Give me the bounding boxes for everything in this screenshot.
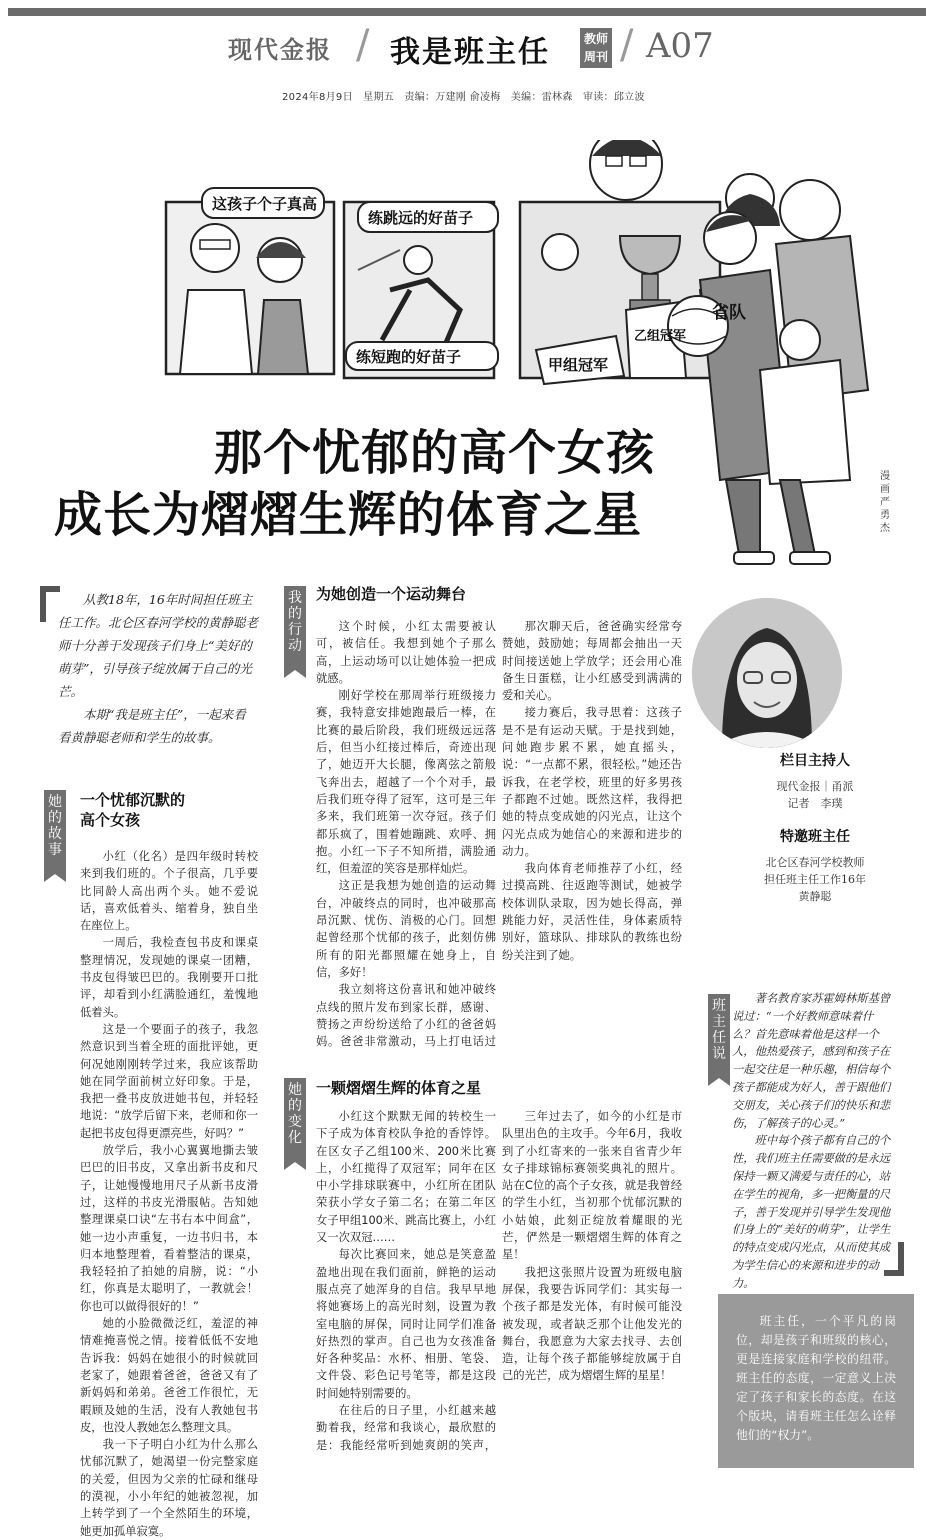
body-paragraph: 我立刻将这份喜讯和她冲破终点线的照片发布到家长群，感谢、赞扬之声纷纷送给了小红的爸爸妈妈。爸爸非常激动，马上打电话过 <box>316 983 496 1049</box>
edition-meta: 2024年8月9日 星期五 责编：万建刚 俞凌梅 美编：雷林森 审读：邱立波 <box>282 92 645 103</box>
newspaper-brand: 现代金报 <box>228 36 332 64</box>
headline-line-2: 成长为熠熠生辉的体育之星 <box>54 487 643 543</box>
tag-story: 她的故事 <box>44 790 66 874</box>
host-org: 现代金报｜甬派 <box>776 780 854 793</box>
body-paragraph: 我向体育老师推荐了小红，经过摸高跳、往返跑等测试，她被学校体训队录取，因为她长得高，弹跳能力好，灵活性佳，身体素质特别好，篮球队、排球队的教练也纷纷关注到了她。 <box>502 862 682 962</box>
guest-name: 黄静聪 <box>798 890 832 903</box>
portrait-illustration <box>692 598 842 748</box>
body-paragraph: 小红（化名）是四年级时转校来到我们班的。个子很高，几乎要比同龄人高出两个头。她不爱说话，喜欢低着头、缩着身，独自坐在座位上。 <box>80 850 258 933</box>
body-paragraph: 三年过去了，如今的小红是市队里出色的主攻手。今年6月，我收到了小红寄来的一张来自省青少年女子排球锦标赛领奖典礼的照片。站在C位的高个子女孩，就是我曾经的学生小红，当初那个忧郁沉默的小姑娘，此刻正绽放着耀眼的光芒，俨然是一颗熠熠生辉的体育之星！ <box>502 1110 682 1262</box>
masthead-divider: / <box>356 22 370 68</box>
teacher-quote <box>732 990 892 1293</box>
host-portrait <box>692 598 842 748</box>
intro-text <box>58 588 258 749</box>
column-title: 我是班主任 <box>390 35 550 70</box>
section2-body-col-b <box>502 618 682 964</box>
body-paragraph: 小红这个默默无闻的转校生一下子成为体育校队争抢的香饽饽。在区女子乙组100米、200米比赛上，小红揽得了双冠军；同年在区中小学排球联赛中，小红所在团队荣获小学女子第二名；在第二年区女子甲组100米、跳高比赛上，小红又一次双冠…… <box>316 1110 496 1245</box>
top-rule <box>8 8 926 16</box>
body-paragraph: 她的小脸微微泛红，羞涩的神情难掩喜悦之情。接着低低不安地告诉我：妈妈在她很小的时候就回老家了，她跟着爸爸，爸爸又有了新妈妈和弟弟。爸爸工作很忙，无暇顾及她的生活，没有人教她包书皮，也没人教她怎么整理文具。 <box>80 1317 258 1434</box>
tag-teacher-says: 班主任说 <box>708 994 730 1078</box>
quote-paragraph: 著名教育家苏霍姆林斯基曾说过：“一个好教师意味着什么？首先意味着他是这样一个人，他热爱孩子，感到和孩子在一起交往是一种乐趣，相信每个孩子都能成为好人，善于跟他们交朋友，关心孩子们的快乐和悲伤，了解孩子的心灵。” <box>732 992 891 1130</box>
weekly-tag: 教师周刊 <box>580 28 612 68</box>
bubble-text-1: 这孩子个子真高 <box>212 195 318 213</box>
guest-years: 担任班主任工作16年 <box>764 873 866 886</box>
body-paragraph: 接力赛后，我寻思着：这孩子是不是有运动天赋。于是找到她，问她跑步累不累，她直摇头，说：“一点都不累，很轻松。”她还告诉我，在老学校，班里的好多男孩子都跑不过她。既然这样，我得把她的特点变成她的闪光点，让这个闪光点成为她信心的来源和进步的动力。 <box>502 706 682 858</box>
headline-line-1: 那个忧郁的高个女孩 <box>214 425 656 481</box>
body-paragraph: 这个时候，小红太需要被认可，被信任。我想到她个子那么高，上运动场可以让她体验一把成就感。 <box>316 620 496 685</box>
guest-title: 特邀班主任 <box>780 829 850 845</box>
body-paragraph: 我一下子明白小红为什么那么忧郁沉默了，她渴望一份完整家庭的关爱，但因为父亲的忙碌和继母的漠视，小小年纪的她被忽视，加上转学到了一个全然陌生的环境，她更加孤单寂寞。 <box>80 1438 258 1538</box>
section3-body-col-b <box>502 1108 682 1385</box>
page-number: A07 <box>646 26 714 66</box>
body-paragraph: 这正是我想为她创造的运动舞台，冲破终点的同时，也冲破那高昂沉默、忧伤、消极的心门。回想起曾经那个忧郁的孩子，此刻仿佛所有的阳光都照耀在她身上，自信，多好！ <box>316 879 496 979</box>
body-paragraph: 每次比赛回来，她总是笑意盈盈地出现在我们面前，鲜艳的运动服点亮了她浑身的自信。我早早地将她赛场上的高光时刻，设置为教室电脑的屏保，同时让同学们准备好热烈的掌声。自己也为女孩准备好各种奖品：水杯、相册、笔袋、文件袋、彩色记号笔等，都是这段时间她特别需要的。 <box>316 1248 496 1400</box>
bubble-text-3: 练短跑的好苗子 <box>356 348 462 366</box>
host-info <box>740 750 890 960</box>
body-paragraph: 那次聊天后，爸爸确实经常夸赞她，鼓励她；每周都会抽出一天时间接送她上学放学；还会用心准备生日蛋糕，让小红感受到满满的爱和关心。 <box>502 620 682 703</box>
banner-text-1: 甲组冠军 <box>548 356 609 374</box>
body-paragraph: 在往后的日子里，小红越来越勤着我，经常和我谈心，最欣慰的是：我能经常听到她爽朗的笑声， <box>316 1404 496 1452</box>
intro-paragraph: 从教18年，16年时间担任班主任工作。北仑区春河学校的黄静聪老师十分善于发现孩子们身上“美好的萌芽”，引导孩子绽放属于自己的光芒。 <box>58 592 259 699</box>
quote-paragraph: 班中每个孩子都有自己的个性，我们班主任需要做的是永远保持一颗又满爱与责任的心，站在学生的视角，多一把衡量的尺子，善于发现并引导学生发现他们身上的“美好的萌芽”，让学生的特点变成闪光点，从而使其成为学生信心的来源和进步的动力。 <box>732 1134 891 1290</box>
host-title: 栏目主持人 <box>780 753 850 769</box>
body-paragraph: 我把这张照片设置为班级电脑屏保，我要告诉同学们：其实每一个孩子都是发光体，有时候可能没被发现，或者缺乏那个让他发光的舞台，我愿意为大家去找寻、去创造，让每个孩子都能够绽放属于自己的光芒，成为熠熠生辉的星星！ <box>502 1265 682 1383</box>
host-reporter: 记者 李璞 <box>787 797 843 810</box>
body-paragraph: 这是一个要面子的孩子，我忽然意识到当着全班的面批评她，更何况她刚刚转学过来，我应该帮助她在同学面前树立好印象。于是，我把一叠书皮放进她书包，并轻轻地说：“放学后留下来，老师和你一起把书皮包得更漂亮些，好吗？” <box>80 1022 258 1140</box>
intro-paragraph: 本期“我是班主任”，一起来看看黄静聪老师和学生的故事。 <box>58 707 246 745</box>
section3-title: 一颗熠熠生辉的体育之星 <box>316 1079 482 1097</box>
section1-title <box>80 790 260 830</box>
banner-text-2: 乙组冠军 <box>634 329 687 344</box>
bubble-text-2: 练跳远的好苗子 <box>368 209 474 227</box>
column-note <box>718 1294 914 1468</box>
intro-bracket <box>40 586 60 622</box>
quote-bracket <box>884 1242 904 1276</box>
body-paragraph: 放学后，我小心翼翼地撕去皱巴巴的旧书皮，又拿出新书皮和尺子，让她慢慢地用尺子从新书皮滑过，这样的书皮光滑服帖。告知她整理课桌口诀“左书右本中间盒”，她一边小声重复，一边书归书，本归本地整理着，看着整洁的课桌，我轻轻拍了拍她的肩膀，说：“小红，你真是太聪明了，一教就会！你也可以做得很好的！” <box>80 1144 258 1313</box>
section1-title-line: 高个女孩 <box>80 811 141 829</box>
banner-text-3: 省队 <box>712 303 746 323</box>
masthead-divider: / <box>620 22 634 68</box>
section2-title: 为她创造一个运动舞台 <box>316 585 467 603</box>
body-paragraph: 一周后，我检查包书皮和课桌整理情况，发现她的课桌一团糟，书皮包得皱巴巴的。我刚要开口批评，却看到小红满脸通红，羞愧地低着头。 <box>80 936 258 1019</box>
guest-school: 北仑区春河学校教师 <box>765 856 865 869</box>
body-paragraph: 刚好学校在那周举行班级接力赛，我特意安排她跑最后一棒，在比赛的最后阶段，我们班级远远落后，但当小红接过棒后，奇迹出现了，她迈开大长腿，像离弦之箭般飞奔出去，超越了一个个对手，最后我们班夺得了冠军，这可是三年多来，我们班第一次夺冠。孩子们都乐疯了，围着她蹦跳、欢呼、拥抱。小红一下子不知所措，满脸通红，但羞涩的笑容是那样灿烂。 <box>316 689 496 876</box>
column-note-text: 班主任，一个平凡的岗位，却是孩子和班级的核心，更是连接家庭和学校的纽带。班主任的态度，一定意义上决定了孩子和家长的态度。在这个版块，请看班主任怎么诠释他们的“权力”。 <box>736 1314 896 1442</box>
section1-body <box>80 848 258 1540</box>
section1-title-line: 一个忧郁沉默的 <box>80 791 186 809</box>
section3-body-col-a <box>316 1108 496 1454</box>
tag-change: 她的变化 <box>284 1078 306 1162</box>
cartoon-credit: 漫画 严勇杰 <box>880 471 890 534</box>
tag-action: 我的行动 <box>284 586 306 670</box>
section2-body-col-a <box>316 618 496 1050</box>
